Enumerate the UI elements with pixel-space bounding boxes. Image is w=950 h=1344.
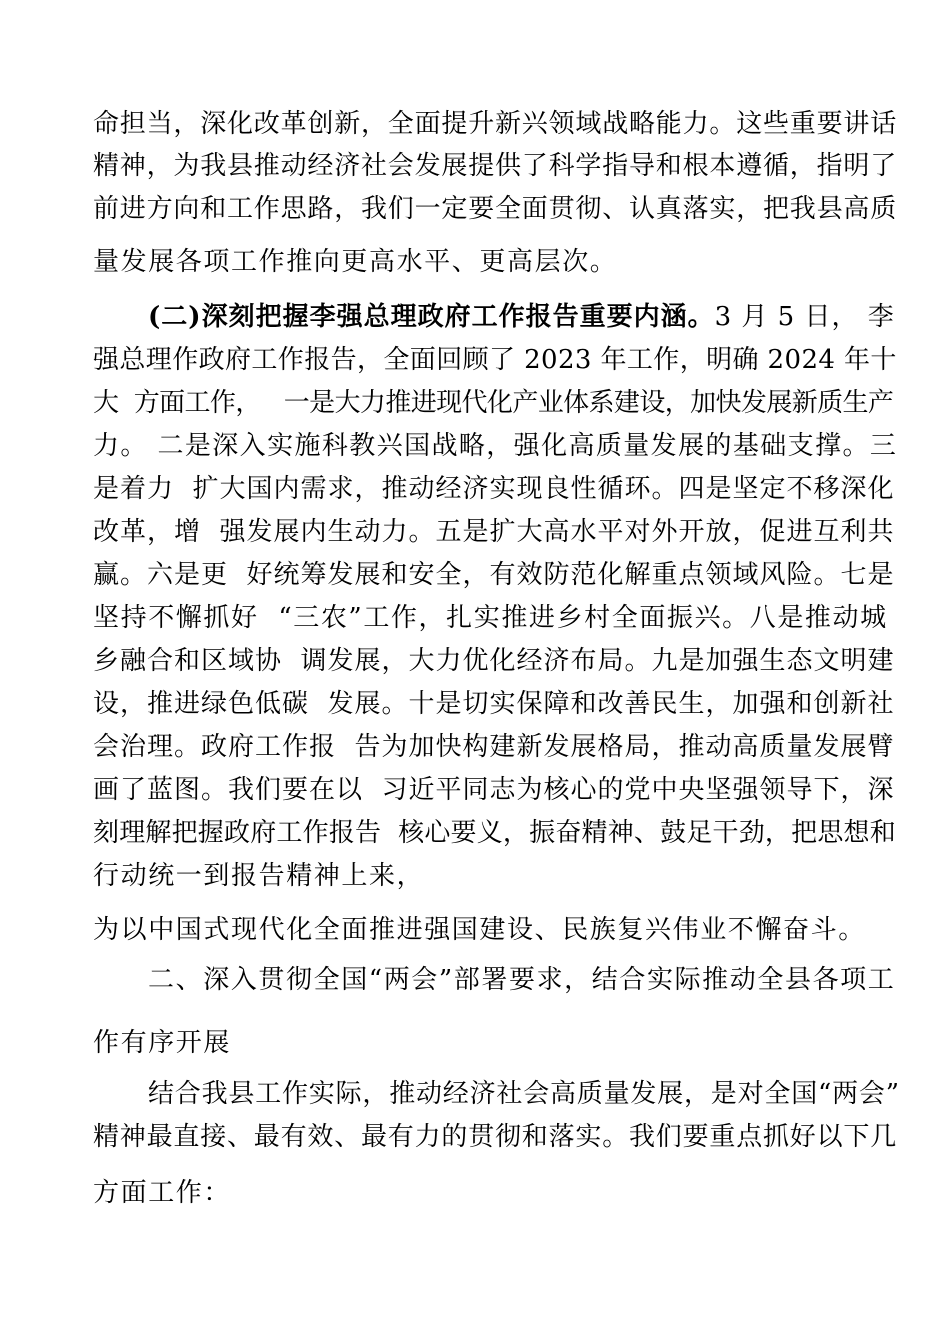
body-text-line: 大 方面工作， 一是大力推进现代化产业体系建设，加快发展新质生产 <box>93 388 894 418</box>
body-text-line: 会治理。政府工作报 告为加快构建新发展格局，推动高质量发展臂 <box>93 732 895 762</box>
body-text-line: 改革，增 强发展内生动力。五是扩大高水平对外开放，促进互利共 <box>93 517 895 547</box>
body-text-line: 为以中国式现代化全面推进强国建设、民族复兴伟业不懈奋斗。 <box>93 915 866 945</box>
body-text-line: 结合我县工作实际，推动经济社会高质量发展，是对全国“两会” <box>148 1079 900 1109</box>
body-text-line: 前进方向和工作思路，我们一定要全面贯彻、认真落实，把我县高质 <box>93 194 898 224</box>
section-heading: 二、深入贯彻全国“两会”部署要求，结合实际推动全县各项工 <box>148 965 896 995</box>
section-heading-continued: 作有序开展 <box>93 1028 232 1058</box>
body-text-line: 赢。六是更 好统筹发展和安全，有效防范化解重点领域风险。七是 <box>93 560 895 590</box>
body-text-line: 方面工作： <box>93 1178 232 1208</box>
body-text-line: 精神最直接、最有效、最有力的贯彻和落实。我们要重点抓好以下几 <box>93 1122 898 1152</box>
body-text-line: 乡融合和区域协 调发展，大力优化经济布局。九是加强生态文明建 <box>93 646 895 676</box>
body-text-line: 是着力 扩大国内需求，推动经济实现良性循环。四是坚定不移深化 <box>93 474 895 504</box>
body-text-line: 画了蓝图。我们要在以 习近平同志为核心的党中央坚强领导下，深 <box>93 775 895 805</box>
body-text-line: 设，推进绿色低碳 发展。十是切实保障和改善民生，加强和创新社 <box>93 689 895 719</box>
body-text-line: 力。 二是深入实施科教兴国战略，强化高质量发展的基础支撑。三 <box>93 431 898 461</box>
body-text-line: 坚持不懈抓好 “三农”工作，扎实推进乡村全面振兴。八是推动城 <box>93 603 888 633</box>
body-text-line: 行动统一到报告精神上来， <box>93 861 425 891</box>
body-text-line: 量发展各项工作推向更高水平、更高层次。 <box>93 247 618 277</box>
body-text-line: 强总理作政府工作报告，全面回顾了 2023 年工作，明确 2024 年十 <box>93 345 897 375</box>
body-text-line: 命担当，深化改革创新，全面提升新兴领域战略能力。这些重要讲话 <box>93 109 898 139</box>
body-text-line: 刻理解把握政府工作报告 核心要义，振奋精神、鼓足干劲，把思想和 <box>93 818 896 848</box>
body-text-span: 3 月 5 日， 李 <box>714 302 895 332</box>
section-subheading-line <box>148 300 895 334</box>
section-subheading: (二)深刻把握李强总理政府工作报告重要内涵。 <box>148 302 715 332</box>
body-text-line: 精神，为我县推动经济社会发展提供了科学指导和根本遵循，指明了 <box>93 151 898 181</box>
